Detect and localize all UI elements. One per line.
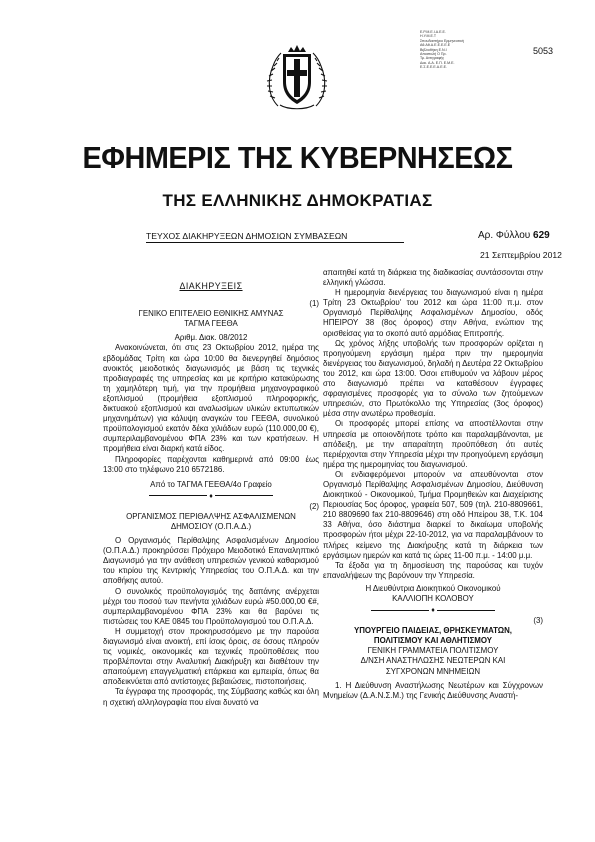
notice-paragraph: Ως χρόνος λήξης υποβολής των προσφορών ορίζεται η προηγούμενη εργάσιμη ημέρα πριν την ημερομηνία διενέργειας του διαγωνισμού, δηλαδή η Δευτέρα 22 Οκτωβρίου του 2012, και ώρα 13:00. Όσοι επιθυμούν να λάβουν μέρος στο διαγωνισμό πρέπει να καταθέσουν έγγραφες σφραγισμένες προσφορές για το σύνολο των ζητούμενων υπηρεσιών, στο Πρωτόκολλο της Υπηρεσίας (3ος όροφος) μέσα στην ανωτέρω προθεσμία.: [323, 338, 543, 419]
notice-heading: ΤΑΓΜΑ ΓΕΕΘΑ: [184, 319, 238, 329]
section-title: ΔΙΑΚΗΡΥΞΕΙΣ: [179, 281, 243, 291]
notice-heading: ΠΟΛΙΤΙΣΜΟΥ ΚΑΙ ΑΘΛΗΤΙΣΜΟΥ: [373, 636, 493, 646]
signatory-name: ΚΑΛΛΙΟΠΗ ΚΟΛΟΒΟΥ: [392, 594, 474, 603]
page-number: 5053: [533, 46, 554, 56]
stamp-line: Βιβλιοθήκη Ε.Ν.Ι: [420, 47, 447, 52]
notice-paragraph: Η ημερομηνία διενέργειας του διαγωνισμού είναι η ημέρα Τρίτη 23 Οκτωβρίου' του 2012 και ώρα 11:00 π.μ. στον Οργανισμό Περίθαλψης Ασφαλισμένων Δημοσίου, οδός ΗΠΕΙΡΟΥ 38 (8ος όροφος) στην Αθήνα, ενώπιον της ορισθείσας για το σκοπό αυτό αρμόδιας Επιτροπής.: [323, 288, 543, 338]
notice-heading: Δ/ΝΣΗ ΑΝΑΣΤΗΛΩΣΗΣ ΝΕΩΤΕΡΩΝ ΚΑΙ: [360, 656, 506, 666]
stamp-line: Αποστολή Ο Πρ.: [420, 52, 447, 57]
issue-date: 21 Σεπτεμβρίου 2012: [480, 250, 562, 260]
notice-paragraph: Ο συνολικός προϋπολογισμός της δαπάνης ανέρχεται μέχρι του ποσού των πενήντα χιλιάδων ευρώ #50.000,00 €#, συμπεριλαμβανομένου ΦΠΑ 23% και θα βαρύνει τις πιστώσεις του ΚΑΕ 0845 του Προϋπολογισμού του Ο.Π.Α.Δ.: [103, 586, 319, 626]
sheet-label: Αρ. Φύλλου: [478, 230, 531, 241]
notice-number: (3): [533, 616, 543, 626]
notice-paragraph: Η συμμετοχή στον προκηρυσσόμενο με την παρούσα διαγωνισμό είναι ανοικτή, επί ίσοις όροις, σε όσους πληρούν τις νομικές, οικονομικές και τεχνικές προϋποθέσεις που προβλέπονται στην Αναλυτική Διακήρυξη και διαθέτουν την απαιτούμενη επαγγελματική επάρκεια και εμπειρία, όπως θα αποδεικνύεται από αντίστοιχες βεβαιώσεις, πιστοποιήσεις.: [103, 626, 319, 687]
notice-paragraph: Πληροφορίες παρέχονται καθημερινά από 09:00 έως 13:00 στο τηλέφωνο 210 6572186.: [103, 454, 319, 474]
notice-heading: ΥΠΟΥΡΓΕΙΟ ΠΑΙΔΕΙΑΣ, ΘΡΗΣΚΕΥΜΑΤΩΝ,: [353, 626, 513, 636]
notice-signature: Από το ΤΑΓΜΑ ΓΕΕΘΑ/4ο Γραφείο: [150, 479, 272, 489]
notice-heading: ΔΗΜΟΣΙΟΥ (Ο.Π.Α.Δ.): [170, 521, 252, 531]
notice-divider: ♦: [323, 607, 543, 615]
issue-underline: [146, 242, 404, 243]
notice-paragraph: Τα έγγραφα της προσφοράς, της Σύμβασης καθώς και όλη η σχετική αλληλογραφία που είναι δυνατό να: [103, 687, 319, 707]
notice-number: (1): [309, 299, 319, 309]
gazette-subtitle: ΤΗΣ ΕΛΛΗΝΙΚΗΣ ΔΗΜΟΚΡΑΤΙΑΣ: [162, 191, 433, 210]
stamp-line: Η.Υ.Μ.Ε.Τ: [420, 34, 437, 39]
notice-number: (2): [309, 501, 319, 511]
right-column: [323, 268, 543, 701]
notice-heading: ΓΕΝΙΚΗ ΓΡΑΜΜΑΤΕΙΑ ΠΟΛΙΤΙΣΜΟΥ: [367, 646, 499, 656]
stamp-line: Ε.Ρ.Μ.Ε.Ι.Α.Ε.Ε.: [420, 30, 446, 34]
notice-heading: ΟΡΓΑΝΙΣΜΟΣ ΠΕΡΙΘΑΛΨΗΣ ΑΣΦΑΛΙΣΜΕΝΩΝ: [126, 511, 296, 521]
stamp-line: Σπουδαστήριο Ερμηνευτική: [420, 38, 464, 43]
coat-of-arms-icon: [264, 42, 330, 114]
stamp-line: Ε.Σ.Ε.Ε.Ε.Α.Ε.Ε.: [420, 65, 447, 70]
stamp-line: Τμ. Αντιγραφής: [420, 56, 445, 61]
gazette-title: ΕΦΗΜΕΡΙΣ ΤΗΣ ΚΥΒΕΡΝΗΣΕΩΣ: [82, 140, 513, 175]
sheet-number-line: [478, 230, 550, 241]
stamp-line: Δοκ. Α.Α. Ε.Π. Ε.Μ.Ε.: [420, 60, 455, 65]
notice-reference: Αριθμ. Διακ. 08/2012: [174, 333, 248, 343]
notice-paragraph: απαιτηθεί κατά τη διάρκεια της διαδικασίας συντάσσονται στην ελληνική γλώσσα.: [323, 268, 543, 288]
notice-paragraph: Τα έξοδα για τη δημοσίευση της παρούσας και τυχόν επαναλήψεων της βαρύνουν την Υπηρεσία.: [323, 560, 543, 580]
notice-paragraph: Ο Οργανισμός Περίθαλψης Ασφαλισμένων Δημοσίου (Ο.Π.Α.Δ.) προκηρύσσει Πρόχειρο Μειοδοτικό Επαναληπτικό Διαγωνισμό για την ανάθεση υπηρεσιών γενικού καθαρισμού του κτιρίου της Κεντρικής Υπηρεσίας του Ο.Π.Α.Δ. και την αποθήκης αυτού.: [103, 536, 319, 586]
notice-divider: ♦: [103, 493, 319, 501]
stamp-line: Αθ.Αθ.Α.Ε.Ε.Ε.Ε.Ε: [420, 43, 451, 48]
receipt-stamp: [420, 30, 478, 70]
issue-name: ΤΕΥΧΟΣ ΔΙΑΚΗΡΥΞΕΩΝ ΔΗΜΟΣΙΩΝ ΣΥΜΒΑΣΕΩΝ: [146, 231, 348, 241]
left-column: [103, 268, 319, 708]
notice-paragraph: Ανακοινώνεται, ότι στις 23 Οκτωβρίου 2012, ημέρα της εβδομάδας Τρίτη και ώρα 10:00 θα διενεργηθεί δημόσιος ανοικτός μειοδοτικός διαγωνισμός με βάση τις τεχνικές προδιαγραφές της υπηρεσίας και με κριτήριο κατακύρωσης τη χαμηλότερη τιμή, για την προμήθεια μηχανογραφικού εξοπλισμού (προμήθεια εξοπλισμού πληροφορικής, δικτυακού εξοπλισμού και αναλωσίμων υλικών εκτυπωτικών μηχανημάτων) για κάλυψη αναγκών του ΓΕΕΘΑ, συνολικού προϋπολογισμού εκατόν δέκα χιλιάδων ευρώ (110.000,00 €), συμπεριλαμβανομένου ΦΠΑ 23% και των κρατήσεων. Η προμήθεια είναι διαρκή κατά είδος.: [103, 343, 319, 454]
notice-paragraph: Οι ενδιαφερόμενοι μπορούν να απευθύνονται στον Οργανισμό Περίθαλψης Ασφαλισμένων Δημοσίου, Διεύθυνση Διοικητικού - Οικονομικού, Τμήμα Προμηθειών και Διαχείρισης Περιουσίας 5ος όροφος, γραφεία 507, 509 (τηλ. 210-8809661, 210 8809690 fax 210-8809646) στη οδό Ηπείρου 38, Τ.Κ. 104 33 Αθήνα, όσο διάστημα διαρκεί το δικαίωμα υποβολής προσφορών ήτοι μέχρι 22-10-2012, για να παραλαμβάνουν το πλήρες κείμενο της Διακήρυξης κατά τη διάρκεια των εργάσιμων ημερών και κατά τις ώρες 11-00 π.μ. - 14:00 μ.μ.: [323, 469, 543, 560]
notice-paragraph: 1. Η Διεύθυνση Αναστήλωσης Νεωτέρων και Σύγχρονων Μνημείων (Δ.Α.Ν.Σ.Μ.) της Γενικής Διεύθυνσης Αναστή-: [323, 680, 543, 700]
notice-heading: ΣΥΓΧΡΟΝΩΝ ΜΝΗΜΕΙΩΝ: [385, 666, 481, 676]
signatory-role: Η Διευθύντρια Διοικητικού Οικονομικού: [365, 583, 501, 593]
notice-paragraph: Οι προσφορές μπορεί επίσης να αποστέλλονται στην υπηρεσία με οποιονδήποτε τρόπο και παραλαμβάνονται, με απόδειξη, με την απαραίτητη προϋπόθεση ότι αυτές περιέρχονται στην Υπηρεσία μέχρι την προηγούμενη εργάσιμη ημέρα της ημερομηνίας του διαγωνισμού.: [323, 419, 543, 469]
notice-heading: ΓΕΝΙΚΟ ΕΠΙΤΕΛΕΙΟ ΕΘΝΙΚΗΣ ΑΜΥΝΑΣ: [138, 309, 284, 319]
sheet-number: 629: [533, 230, 550, 241]
